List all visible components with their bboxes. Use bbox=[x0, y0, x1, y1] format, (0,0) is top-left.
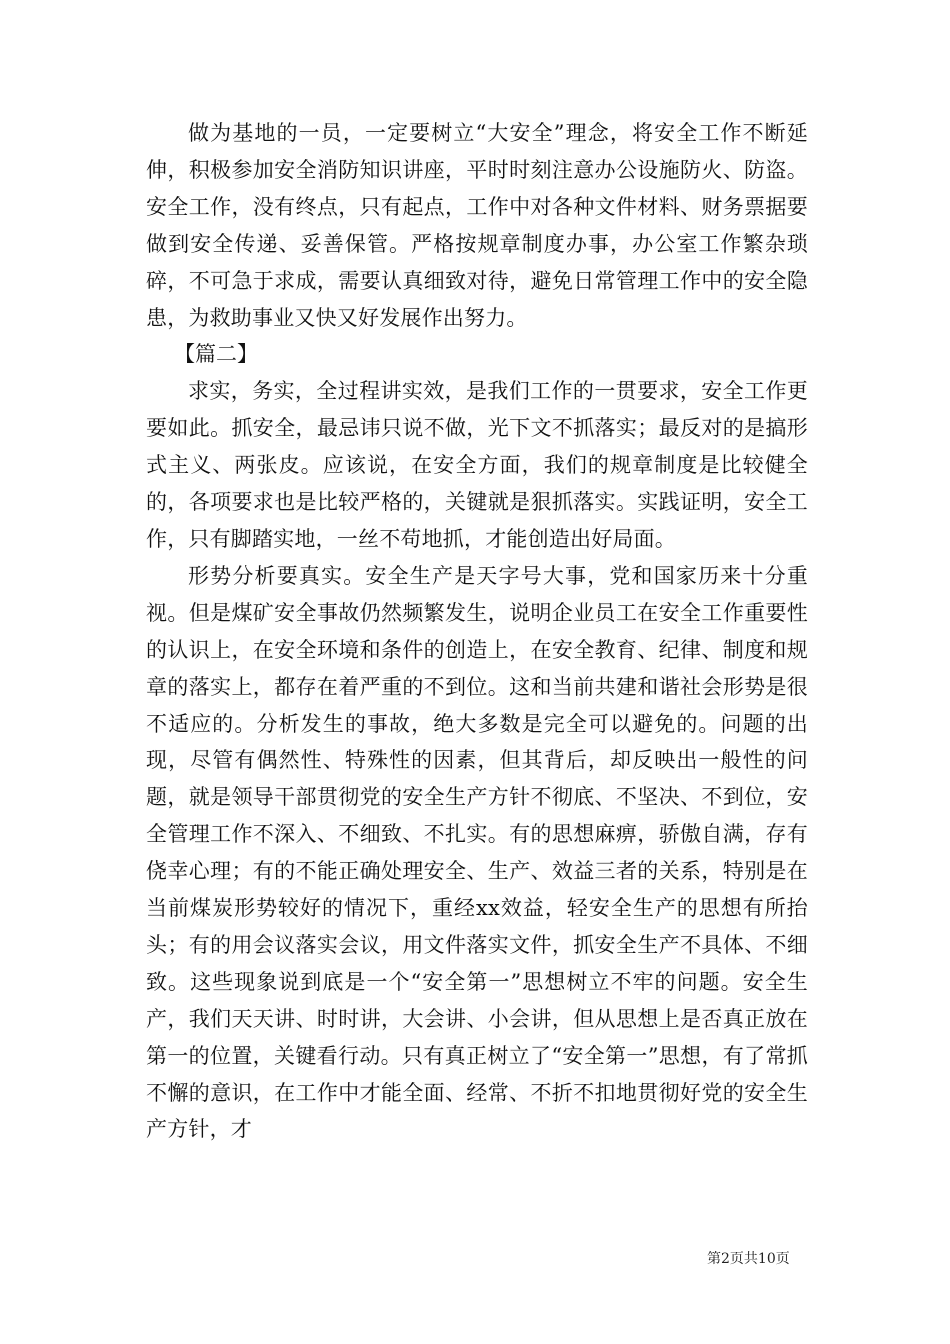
page-number-label: 第2页共10页 bbox=[707, 1251, 790, 1267]
body-paragraph: 形势分析要真实。安全生产是天字号大事，党和国家历来十分重视。但是煤矿安全事故仍然频繁发生，说明企业员工在安全工作重要性的认识上，在安全环境和条件的创造上，在安全教育、纪律、制度和规章的落实上，都存在着严重的不到位。这和当前共建和谐社会形势是很不适应的。分析发生的事故，绝大多数是完全可以避免的。问题的出现，尽管有偶然性、特殊性的因素，但其背后，却反映出一般性的问题，就是领导干部贯彻党的安全生产方针不彻底、不坚决、不到位，安全管理工作不深入、不细致、不扎实。有的思想麻痹，骄傲自满，存有侥幸心理；有的不能正确处理安全、生产、效益三者的关系，特别是在当前煤炭形势较好的情况下，重经xx效益，轻安全生产的思想有所抬头；有的用会议落实会议，用文件落实文件，抓安全生产不具体、不细致。这些现象说到底是一个“安全第一”思想树立不牢的问题。安全生产，我们天天讲、时时讲，大会讲、小会讲，但从思想上是否真正放在第一的位置，关键看行动。只有真正树立了“安全第一”思想，有了常抓不懈的意识，在工作中才能全面、经常、不折不扣地贯彻好党的安全生产方针，才 bbox=[146, 563, 808, 1142]
document-body bbox=[146, 115, 808, 1148]
body-paragraph: 做为基地的一员，一定要树立“大安全”理念，将安全工作不断延伸，积极参加安全消防知识讲座，平时时刻注意办公设施防火、防盗。安全工作，没有终点，只有起点，工作中对各种文件材料、财务票据要做到安全传递、妥善保管。严格按规章制度办事，办公室工作繁杂琐碎，不可急于求成，需要认真细致对待，避免日常管理工作中的安全隐患，为救助事业又快又好发展作出努力。 bbox=[146, 121, 808, 330]
section-heading: 【篇二】 bbox=[174, 342, 258, 367]
body-paragraph: 求实，务实，全过程讲实效，是我们工作的一贯要求，安全工作更要如此。抓安全，最忌讳只说不做，光下文不抓落实；最反对的是搞形式主义、两张皮。应该说，在安全方面，我们的规章制度是比较健全的，各项要求也是比较严格的，关键就是狠抓落实。实践证明，安全工作，只有脚踏实地，一丝不苟地抓，才能创造出好局面。 bbox=[146, 379, 808, 551]
